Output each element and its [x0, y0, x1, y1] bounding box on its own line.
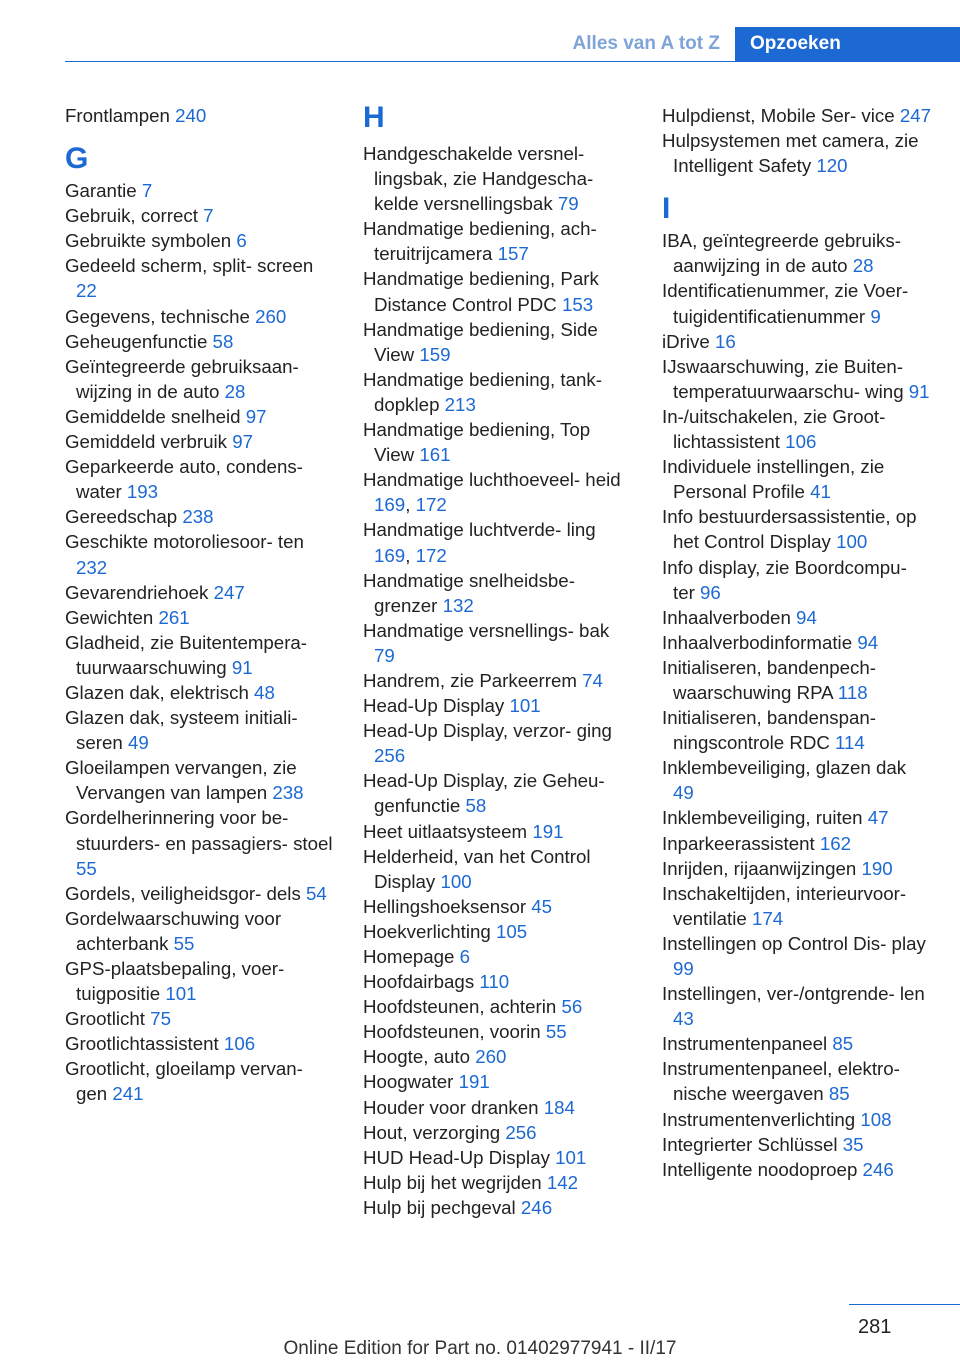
index-entry	[65, 605, 335, 630]
page-reference-link[interactable]: 101	[509, 695, 541, 717]
index-entry-text: Geschikte motoroliesoor‐ ten	[65, 531, 304, 553]
page-reference-link[interactable]: 49	[673, 782, 694, 804]
index-entry-text: Handmatige bediening, Side View	[363, 318, 598, 365]
index-entry-text: Gloeilampen vervangen, zie Vervangen van lampen	[65, 757, 297, 804]
page-reference-link[interactable]: 162	[819, 832, 852, 854]
page-reference-link[interactable]: 58	[465, 795, 487, 817]
index-entry	[662, 1107, 932, 1132]
page-reference-link[interactable]: 190	[861, 857, 893, 879]
page-reference-link[interactable]: 169	[374, 494, 406, 516]
page-reference-link[interactable]: 96	[700, 581, 721, 603]
page-reference-link[interactable]: 159	[419, 343, 451, 365]
header-divider	[65, 61, 960, 62]
index-entry-text: Inhaalverboden	[662, 606, 797, 628]
index-entry-text: Garantie	[65, 180, 142, 202]
index-entry	[363, 969, 633, 994]
index-entry	[65, 755, 335, 805]
page-reference-link[interactable]: 260	[255, 305, 287, 327]
index-entry-text: Gordelwaarschuwing voor achterbank	[65, 907, 282, 954]
index-entry-text: HUD Head-Up Display	[363, 1146, 556, 1168]
index-entry-text: IBA, geïntegreerde gebruiks‐ aanwijzing in de auto	[662, 230, 901, 277]
index-entry	[65, 881, 335, 906]
index-entry-text: Handrem, zie Parkeerrem	[363, 669, 583, 691]
index-entry-text: Gladheid, zie Buitentempera‐ tuurwaarschuwing	[65, 631, 308, 678]
index-entry-text: Homepage	[363, 946, 460, 967]
index-entry	[65, 906, 335, 956]
page-reference-link[interactable]: 193	[126, 481, 159, 503]
index-entry-text: In-/uitschakelen, zie Groot‐ lichtassistent	[662, 405, 886, 453]
index-entry-text: Handgeschakelde versnel‐ lingsbak, zie Handgescha‐ kelde versnellingsbak	[363, 143, 594, 215]
index-entry-text: Glazen dak, elektrisch	[65, 681, 255, 703]
index-entry-text: Hellingshoeksensor	[363, 895, 532, 917]
index-entry-text: Initialiseren, bandenpech‐ waarschuwing RPA	[662, 656, 877, 703]
page-reference-link[interactable]: 48	[254, 681, 275, 703]
page-reference-link[interactable]: 94	[796, 606, 817, 628]
page-reference-link[interactable]: 91	[231, 656, 253, 678]
index-entry-text: Info display, zie Boordcompu‐ ter	[662, 556, 907, 603]
index-entry	[65, 404, 335, 429]
index-entry	[662, 981, 932, 1031]
page-reference-link[interactable]: 118	[837, 681, 868, 703]
page-reference-link[interactable]: 247	[213, 581, 245, 603]
page-reference-link[interactable]: 6	[459, 946, 471, 967]
index-entry	[363, 216, 633, 266]
index-entry-text: Instellingen op Control Dis‐ play	[662, 932, 926, 954]
index-entry	[65, 354, 335, 404]
index-entry-text: Inklembeveiliging, glazen dak	[662, 757, 907, 779]
index-entry	[65, 705, 335, 755]
index-entry	[662, 454, 932, 504]
index-entry	[363, 317, 633, 367]
index-entry	[662, 1132, 932, 1157]
page-reference-link[interactable]: 114	[835, 732, 865, 754]
page-reference-link[interactable]: 132	[442, 594, 474, 616]
index-entry-text: Handmatige bediening, Top View	[363, 419, 591, 466]
index-entry	[65, 1006, 335, 1031]
index-entry-text: Identificatienummer, zie Voer‐ tuigidentificatienummer	[662, 280, 909, 327]
index-entry	[65, 1031, 335, 1056]
index-entry-text: IJswaarschuwing, zie Buiten‐ temperatuurwaarschu‐ wing	[662, 355, 909, 402]
index-entry-text: Head-Up Display, zie Geheu‐ genfunctie	[363, 770, 605, 817]
index-column-2	[363, 103, 633, 1220]
index-column-1	[65, 103, 335, 1107]
page-reference-link[interactable]: 6	[236, 230, 247, 252]
index-entry	[65, 429, 335, 454]
page-reference-link[interactable]: 58	[212, 330, 234, 352]
page-reference-link[interactable]: 47	[867, 807, 889, 829]
page-reference-link[interactable]: 22	[76, 280, 97, 302]
index-entry	[363, 693, 633, 718]
index-entry-text: Hoogwater	[363, 1071, 459, 1093]
index-letter-heading: I	[662, 192, 671, 226]
index-column-3	[662, 103, 932, 1182]
index-entry	[662, 1031, 932, 1056]
index-entry	[662, 630, 932, 655]
index-letter-heading: G	[65, 142, 89, 176]
index-entry	[662, 831, 932, 856]
page-reference-link[interactable]: 55	[76, 857, 97, 879]
index-entry	[65, 956, 335, 1006]
index-entry-text: Handmatige bediening, tank‐ dopklep	[363, 368, 602, 415]
index-entry-text: GPS-plaatsbepaling, voer‐ tuigpositie	[65, 958, 285, 1005]
index-entry	[662, 228, 932, 278]
page-reference-link[interactable]: 106	[785, 431, 817, 453]
index-entry-text: Geparkeerde auto, condens‐ water	[65, 456, 303, 503]
index-entry	[662, 404, 932, 454]
page-reference-link[interactable]: 99	[673, 958, 694, 979]
index-entry-text: Integrierter Schlüssel	[662, 1133, 843, 1155]
page-reference-link[interactable]: 153	[561, 293, 594, 315]
page-reference-link[interactable]: 238	[182, 506, 214, 528]
index-entry-text: Handmatige luchtverde‐ ling	[363, 519, 596, 541]
index-entry-text: Hout, verzorging	[363, 1121, 506, 1143]
page-reference-link[interactable]: 246	[862, 1158, 894, 1180]
index-entry-text: Inklembeveiliging, ruiten	[662, 807, 868, 829]
index-entry-text: Grootlicht	[65, 1008, 151, 1030]
page-reference-link[interactable]: 97	[245, 405, 267, 427]
index-entry-text: Inrijden, rijaanwijzingen	[662, 857, 862, 879]
page-reference-link[interactable]: 45	[531, 895, 553, 917]
index-entry-text: Hoogte, auto	[363, 1046, 476, 1068]
index-entry-text: Individuele instellingen, zie Personal Profile	[662, 456, 885, 503]
index-entry-text: Grootlichtassistent	[65, 1033, 224, 1055]
index-entry	[65, 103, 335, 128]
index-entry	[363, 618, 633, 668]
index-entry	[363, 668, 633, 693]
index-entry-text: Glazen dak, systeem initiali‐ seren	[65, 707, 298, 754]
page-reference-link[interactable]: 9	[870, 305, 881, 327]
index-entry-text: Hoofdairbags	[363, 971, 480, 993]
index-entry	[363, 994, 633, 1019]
index-entry-text: Gedeeld scherm, split‐ screen	[65, 255, 314, 277]
page-reference-link[interactable]: 157	[497, 243, 529, 265]
index-entry-text: Gereedschap	[65, 506, 183, 528]
page-reference-link[interactable]: 241	[112, 1083, 144, 1105]
page-reference-link[interactable]: 191	[458, 1071, 490, 1093]
index-entry-text: Handmatige versnellings‐ bak	[363, 619, 610, 641]
index-entry	[65, 680, 335, 705]
page-reference-link[interactable]: 7	[203, 205, 214, 227]
page-reference-link[interactable]: 108	[860, 1108, 892, 1130]
index-entry-text: Instrumentenpaneel, elektro‐ nische weergaven	[662, 1058, 900, 1105]
index-entry	[65, 529, 335, 579]
index-entry	[662, 329, 932, 354]
page-reference-link[interactable]: 240	[175, 105, 207, 126]
footer-divider	[849, 1304, 960, 1305]
index-entry-text: iDrive	[662, 330, 715, 352]
index-entry	[662, 555, 932, 605]
index-entry	[662, 1056, 932, 1106]
page-reference-link[interactable]: 43	[673, 1008, 694, 1030]
index-entry-text: Hulp bij het wegrijden	[363, 1171, 547, 1193]
page-reference-link[interactable]: 261	[158, 606, 190, 628]
page-reference-link[interactable]: 94	[857, 631, 879, 653]
index-entry	[65, 228, 335, 253]
page-number: 281	[858, 1316, 892, 1338]
page-reference-link[interactable]: 142	[546, 1171, 579, 1193]
index-entry-text: Instrumentenverlichting	[662, 1108, 861, 1130]
index-entry-text: Heet uitlaatsysteem	[363, 820, 533, 842]
index-entry	[662, 655, 932, 705]
page-reference-link[interactable]: 120	[816, 155, 848, 177]
page-reference-link[interactable]: 172	[415, 494, 447, 516]
index-entry	[363, 141, 633, 216]
index-entry	[363, 1145, 633, 1170]
page-reference-link[interactable]: 213	[444, 393, 476, 415]
index-entry-text: Gegevens, technische	[65, 305, 256, 327]
index-entry	[363, 1069, 633, 1094]
index-entry	[363, 819, 633, 844]
index-entry-text: Gordelherinnering voor be‐ stuurders- en passagiers‐ stoel	[65, 807, 333, 854]
index-entry-text: Gevarendriehoek	[65, 581, 214, 603]
index-entry	[662, 278, 932, 328]
page-reference-link[interactable]: 55	[173, 932, 195, 954]
index-entry	[363, 718, 633, 768]
edition-footer: Online Edition for Part no. 01402977941 - II/17	[283, 1338, 677, 1359]
index-entry-text: Handmatige snelheidsbe‐ grenzer	[363, 569, 575, 616]
index-entry	[65, 504, 335, 529]
index-entry	[363, 1044, 633, 1069]
index-entry-text: Gordels, veiligheidsgor‐ dels	[65, 882, 306, 904]
index-entry-text: Grootlicht, gloeilamp vervan‐ gen	[65, 1058, 303, 1105]
index-entry	[363, 568, 633, 618]
index-entry	[363, 944, 633, 969]
index-entry-text: Inschakeltijden, interieurvoor‐ ventilatie	[662, 882, 907, 929]
index-entry-text: Hulpsystemen met camera, zie Intelligent Safety	[662, 130, 919, 177]
index-entry-text: Hoekverlichting	[363, 920, 496, 942]
index-entry	[363, 1120, 633, 1145]
page-reference-link[interactable]: 232	[76, 556, 108, 578]
page-reference-link[interactable]: 238	[272, 782, 304, 804]
index-entry	[662, 103, 932, 128]
index-entry	[662, 1157, 932, 1182]
page-reference-link[interactable]: 49	[127, 732, 149, 754]
page-reference-link[interactable]: 100	[836, 531, 868, 553]
index-entry	[662, 755, 932, 805]
page-reference-link[interactable]: 246	[520, 1196, 553, 1218]
page-reference-link[interactable]: 85	[832, 1033, 854, 1055]
page-reference-link[interactable]: 260	[475, 1046, 507, 1068]
index-entry-text: Info bestuurdersassistentie, op het Control Display	[662, 506, 917, 553]
index-entry-text: Gebruikte symbolen	[65, 230, 237, 252]
index-entry-text: Handmatige bediening, ach‐ teruitrijcamera	[363, 218, 597, 265]
index-entry-text: Head-Up Display, verzor‐ ging	[363, 720, 612, 742]
index-letter-heading: H	[363, 101, 385, 134]
index-entry-text: Head-Up Display	[363, 695, 510, 717]
index-entry	[363, 894, 633, 919]
page-reference-link[interactable]: 7	[141, 180, 153, 202]
index-entry	[363, 417, 633, 467]
page-reference-link[interactable]: 256	[505, 1121, 537, 1143]
index-entry	[363, 266, 633, 316]
index-entry	[662, 805, 932, 830]
index-entry	[662, 504, 932, 554]
index-entry	[662, 705, 932, 755]
index-entry-text: Helderheid, van het Control Display	[363, 845, 591, 892]
page-reference-link[interactable]: 16	[714, 330, 736, 352]
index-entry-text: Hulp bij pechgeval	[363, 1196, 521, 1218]
page-reference-link[interactable]: 28	[224, 380, 246, 402]
index-entry-text: Intelligente noodoproep	[662, 1158, 863, 1180]
page-reference-link[interactable]: 106	[223, 1033, 256, 1055]
page-reference-link[interactable]: 41	[810, 481, 831, 503]
index-entry	[662, 931, 932, 981]
page-reference-link[interactable]: 28	[852, 255, 874, 277]
index-entry-text: Geheugenfunctie	[65, 330, 213, 352]
index-entry	[65, 805, 335, 880]
index-entry-text: Initialiseren, bandenspan‐ ningscontrole RDC	[662, 707, 877, 754]
chapter-tab[interactable]: Opzoeken	[735, 27, 960, 61]
index-entry-text: Handmatige luchthoeveel‐ heid	[363, 469, 621, 491]
page-reference-link[interactable]: 174	[751, 907, 784, 929]
page-reference-link[interactable]: 105	[495, 920, 528, 942]
page-reference-link[interactable]: 79	[557, 193, 579, 215]
index-entry	[662, 128, 932, 178]
page-reference-link[interactable]: 75	[150, 1008, 171, 1030]
page-header	[0, 27, 960, 61]
index-entry	[363, 367, 633, 417]
index-entry-text: Gewichten	[65, 606, 159, 628]
index-entry: Handmatige luchtverde‐ ling 169, 172	[363, 519, 596, 566]
page-reference-link[interactable]: 101	[555, 1146, 587, 1168]
index-entry: Handmatige luchthoeveel‐ heid 169, 172	[363, 469, 621, 516]
index-entry	[662, 881, 932, 931]
index-entry	[65, 329, 335, 354]
index-entry	[662, 856, 932, 881]
page-reference-link[interactable]: 56	[561, 996, 583, 1018]
index-entry	[65, 253, 335, 303]
index-entry	[363, 1019, 633, 1044]
index-entry-text: Instellingen, ver-/ontgrende‐ len	[662, 983, 925, 1005]
page-reference-link[interactable]: 191	[532, 820, 564, 842]
index-entry	[662, 605, 932, 630]
index-entry	[65, 178, 335, 203]
section-breadcrumb[interactable]: Alles van A tot Z	[572, 33, 720, 54]
index-entry-text: Houder voor dranken	[363, 1096, 544, 1118]
page-reference-link[interactable]: 184	[543, 1096, 575, 1118]
index-entry	[65, 1056, 335, 1106]
page-reference-link[interactable]: 97	[232, 431, 254, 453]
index-entry	[65, 630, 335, 680]
index-entry	[363, 1195, 633, 1220]
index-entry	[363, 919, 633, 944]
page-reference-link[interactable]: 256	[374, 745, 406, 767]
index-entry	[662, 354, 932, 404]
page-reference-link[interactable]: 74	[582, 669, 603, 691]
index-entry-text: Geïntegreerde gebruiksaan‐ wijzing in de auto	[65, 355, 299, 402]
page-reference-link[interactable]: 85	[828, 1083, 850, 1105]
page-reference-link[interactable]: 101	[165, 983, 197, 1005]
index-entry	[363, 768, 633, 818]
index-entry	[363, 844, 633, 894]
page-reference-link[interactable]: 35	[842, 1133, 864, 1155]
index-entry	[65, 580, 335, 605]
page-reference-link[interactable]: 79	[374, 644, 395, 666]
index-entry	[65, 454, 335, 504]
page-reference-link[interactable]: 55	[545, 1021, 567, 1043]
index-entry-text: Hulpdienst, Mobile Ser‐ vice	[662, 105, 900, 126]
index-entry-text: Hoofdsteunen, achterin	[363, 996, 562, 1018]
index-entry	[363, 1170, 633, 1195]
index-entry-text: Gebruik, correct	[65, 205, 204, 227]
index-entry	[363, 1095, 633, 1120]
page-reference-link[interactable]: 100	[440, 870, 472, 892]
page-reference-link[interactable]: 169	[374, 544, 406, 566]
index-entry	[65, 203, 335, 228]
page-reference-link[interactable]: 247	[899, 105, 932, 126]
page-reference-link[interactable]: 110	[479, 971, 510, 993]
page-reference-link[interactable]: 91	[908, 380, 930, 402]
page-reference-link[interactable]: 161	[419, 444, 451, 466]
index-entry-text: Frontlampen	[65, 105, 176, 126]
index-entry-text: Gemiddeld verbruik	[65, 431, 233, 453]
index-entry-text: Inparkeerassistent	[662, 832, 820, 854]
page-reference-link[interactable]: 54	[305, 882, 327, 904]
page-reference-link[interactable]: 172	[415, 544, 447, 566]
index-entry-text: Inhaalverbodinformatie	[662, 631, 858, 653]
index-entry-text: Gemiddelde snelheid	[65, 405, 246, 427]
index-entry-text: Handmatige bediening, Park Distance Control PDC	[363, 268, 599, 315]
index-entry-text: Hoofdsteunen, voorin	[363, 1021, 546, 1043]
index-entry	[65, 304, 335, 329]
index-entry-text: Instrumentenpaneel	[662, 1033, 833, 1055]
